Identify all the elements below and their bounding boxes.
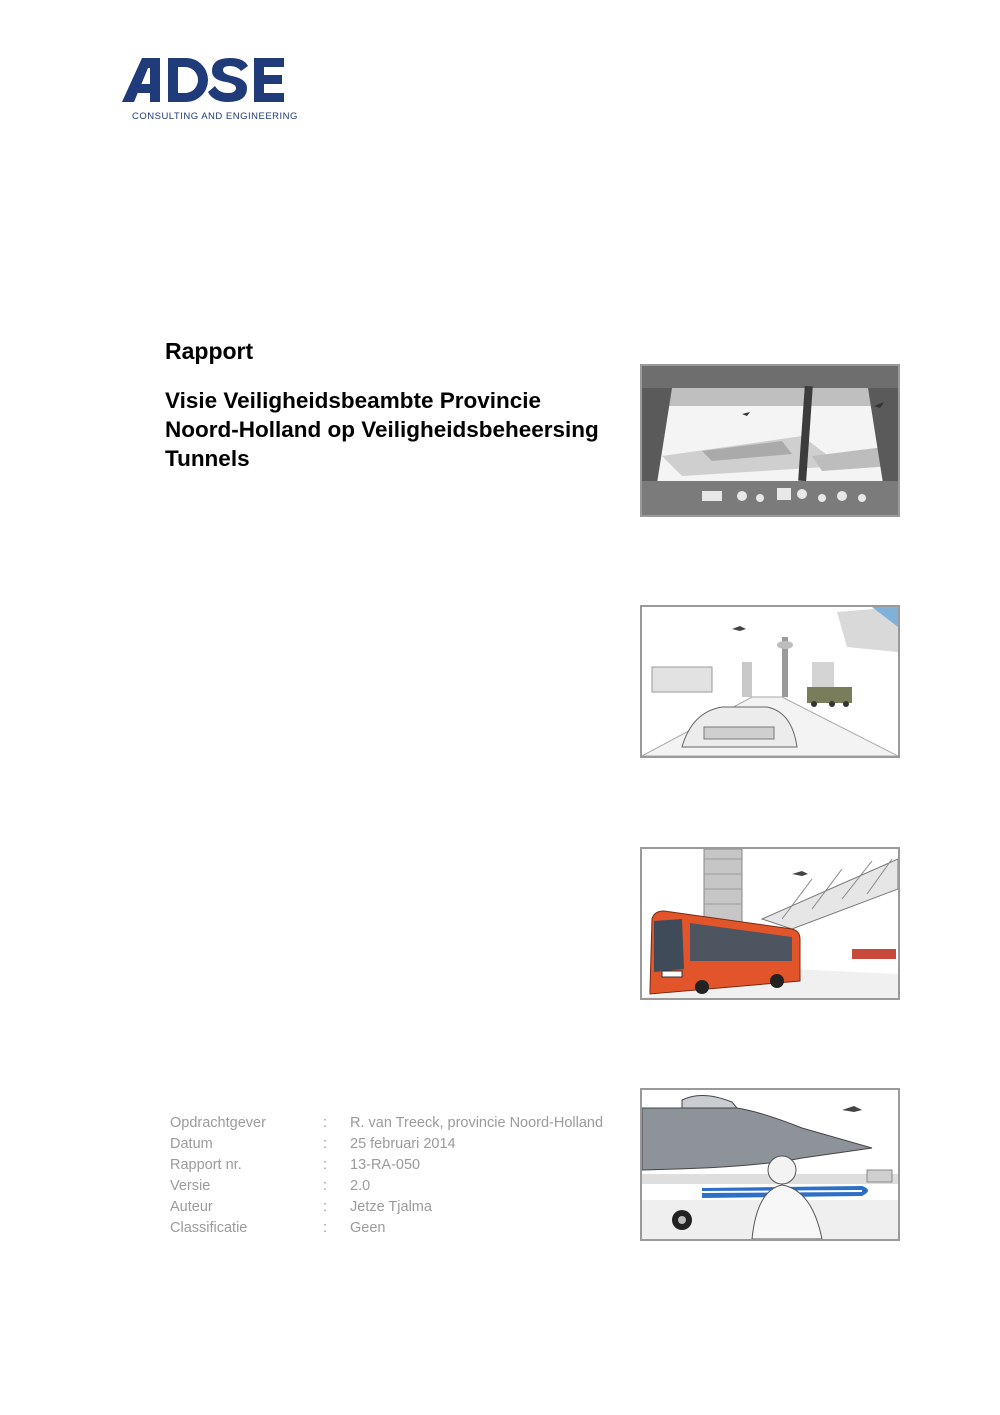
airport-road-sketch-image	[640, 605, 900, 758]
metadata-label: Classificatie	[170, 1220, 248, 1236]
metadata-value: 13-RA-050	[350, 1157, 421, 1173]
metadata-label: Rapport nr.	[170, 1157, 242, 1173]
metadata-separator: :	[323, 1178, 328, 1194]
cockpit-sketch-image	[640, 364, 900, 517]
title-line: Tunnels	[165, 446, 250, 471]
metadata-separator: :	[323, 1199, 328, 1215]
company-logo	[120, 54, 298, 124]
bus-bridge-sketch-image	[640, 847, 900, 1000]
metadata-value: 25 februari 2014	[350, 1136, 456, 1152]
metadata-value: R. van Treeck, provincie Noord-Holland	[350, 1115, 604, 1131]
fighter-jet-sketch-image	[640, 1088, 900, 1241]
metadata-label: Auteur	[170, 1199, 213, 1215]
logo-tagline: CONSULTING AND ENGINEERING	[132, 111, 298, 122]
metadata-value: Geen	[350, 1220, 386, 1236]
metadata-separator: :	[323, 1115, 328, 1131]
metadata-label: Opdrachtgever	[170, 1115, 266, 1131]
metadata-separator: :	[323, 1220, 328, 1236]
title-line: Visie Veiligheidsbeambte Provincie	[165, 388, 541, 413]
document-title	[165, 386, 625, 473]
metadata-label: Versie	[170, 1178, 211, 1194]
metadata-separator: :	[323, 1136, 328, 1152]
document-type: Rapport	[165, 338, 254, 364]
metadata-value: 2.0	[350, 1178, 371, 1194]
metadata-separator: :	[323, 1157, 328, 1173]
title-line: Noord-Holland op Veiligheidsbeheersing	[165, 417, 599, 442]
metadata-label: Datum	[170, 1136, 213, 1152]
adse-logo-icon	[120, 54, 290, 109]
metadata-value: Jetze Tjalma	[350, 1199, 432, 1215]
